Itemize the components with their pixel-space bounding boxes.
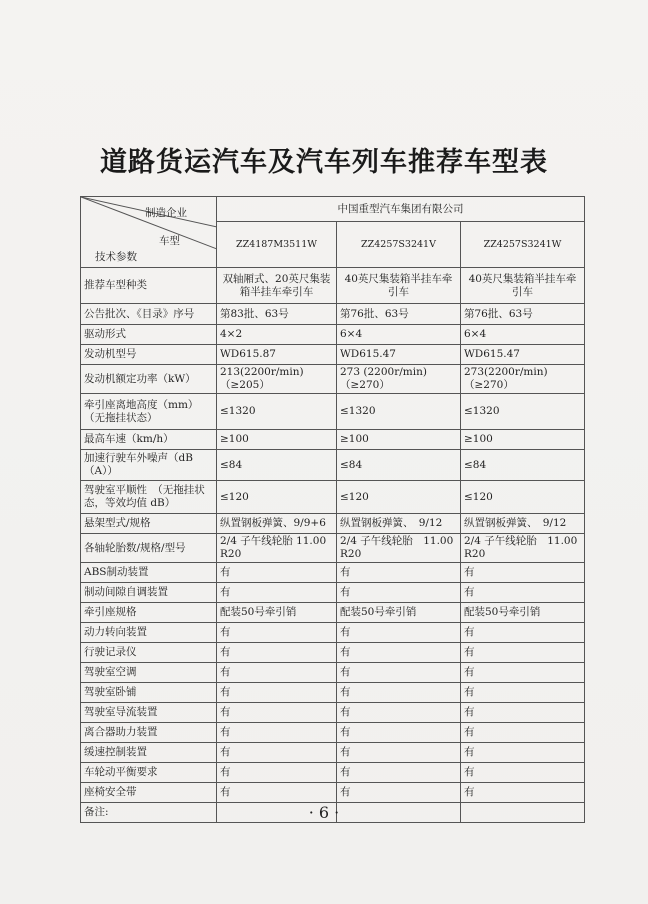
row-value: 有 <box>461 703 585 723</box>
row-value: 273(2200r/min)（≥270） <box>461 365 585 394</box>
row-label: 发动机型号 <box>81 345 217 365</box>
table-row <box>81 365 585 394</box>
table-row <box>81 514 585 534</box>
row-value: 纵置钢板弹簧、 9/12 <box>337 514 461 534</box>
row-value: 纵置钢板弹簧、9/9+6 <box>217 514 337 534</box>
diagonal-header-cell <box>81 197 217 268</box>
table-row <box>81 450 585 481</box>
row-value: ≥100 <box>337 430 461 450</box>
row-label: 加速行驶车外噪声（dB（A）） <box>81 450 217 481</box>
table-row <box>81 325 585 345</box>
model-2: ZZ4257S3241V <box>337 222 461 268</box>
row-value: WD615.47 <box>337 345 461 365</box>
row-label: 驱动形式 <box>81 325 217 345</box>
row-value: 有 <box>461 783 585 803</box>
row-label: 最高车速（km/h） <box>81 430 217 450</box>
table-row <box>81 743 585 763</box>
table-row <box>81 268 585 304</box>
row-value: ≤1320 <box>337 394 461 430</box>
row-value: 有 <box>337 703 461 723</box>
row-value: 有 <box>337 783 461 803</box>
table-row <box>81 534 585 563</box>
manufacturer-label: 制造企业 <box>145 207 187 219</box>
row-label: 座椅安全带 <box>81 783 217 803</box>
row-value: 有 <box>461 663 585 683</box>
row-value: 有 <box>217 723 337 743</box>
model-3: ZZ4257S3241W <box>461 222 585 268</box>
row-value: 有 <box>461 563 585 583</box>
row-label: 制动间隙自调装置 <box>81 583 217 603</box>
row-label: 发动机额定功率（kW） <box>81 365 217 394</box>
row-value: 有 <box>461 763 585 783</box>
row-value: 有 <box>337 743 461 763</box>
row-value: ≤84 <box>461 450 585 481</box>
row-label: 驾驶室卧铺 <box>81 683 217 703</box>
row-value: 有 <box>217 743 337 763</box>
row-value: 2/4 子午线轮胎 11.00 R20 <box>461 534 585 563</box>
table-row <box>81 703 585 723</box>
row-value: ≥100 <box>217 430 337 450</box>
row-value: 双轴厢式、20英尺集装箱半挂车牵引车 <box>217 268 337 304</box>
row-value: 有 <box>461 723 585 743</box>
row-label: 公告批次、《目录》序号 <box>81 304 217 325</box>
row-label: 驾驶室空调 <box>81 663 217 683</box>
row-label: 驾驶室平顺性 （无拖挂状态，等效均值 dB） <box>81 481 217 514</box>
table-row <box>81 430 585 450</box>
row-label: 推荐车型种类 <box>81 268 217 304</box>
row-value: ≥100 <box>461 430 585 450</box>
row-value: 有 <box>217 783 337 803</box>
row-label: 牵引座离地高度（mm）（无拖挂状态） <box>81 394 217 430</box>
row-value: 213(2200r/min)（≥205） <box>217 365 337 394</box>
params-label: 技术参数 <box>95 251 137 263</box>
table-row <box>81 394 585 430</box>
row-value: 有 <box>461 743 585 763</box>
row-value: 有 <box>461 643 585 663</box>
row-value: 有 <box>337 663 461 683</box>
row-label: 牵引座规格 <box>81 603 217 623</box>
row-value: 6×4 <box>461 325 585 345</box>
row-value: 配装50号牵引销 <box>337 603 461 623</box>
table-row <box>81 603 585 623</box>
row-value: 有 <box>217 563 337 583</box>
row-label: 驾驶室导流装置 <box>81 703 217 723</box>
row-value: 有 <box>217 663 337 683</box>
row-value: 有 <box>337 563 461 583</box>
row-value: 有 <box>217 763 337 783</box>
row-value: ≤120 <box>217 481 337 514</box>
row-value: 有 <box>217 683 337 703</box>
row-value: 第76批、63号 <box>461 304 585 325</box>
row-value: 配装50号牵引销 <box>217 603 337 623</box>
row-value: ≤120 <box>461 481 585 514</box>
row-value: 40英尺集装箱半挂车牵引车 <box>461 268 585 304</box>
row-value: 2/4 子午线轮胎 11.00 R20 <box>337 534 461 563</box>
row-value: 有 <box>337 583 461 603</box>
table-row <box>81 345 585 365</box>
row-value: 2/4 子午线轮胎 11.00 R20 <box>217 534 337 563</box>
row-label: 车轮动平衡要求 <box>81 763 217 783</box>
row-value: 6×4 <box>337 325 461 345</box>
row-value: ≤1320 <box>461 394 585 430</box>
model-label: 车型 <box>159 235 180 247</box>
row-label: 备注: <box>81 803 217 823</box>
row-value: 有 <box>337 723 461 743</box>
row-value: ≤1320 <box>217 394 337 430</box>
spec-table <box>80 196 585 823</box>
table-row <box>81 683 585 703</box>
row-value: WD615.47 <box>461 345 585 365</box>
row-label: 动力转向装置 <box>81 623 217 643</box>
row-label: 离合器助力装置 <box>81 723 217 743</box>
row-label: 悬架型式/规格 <box>81 514 217 534</box>
table-row <box>81 663 585 683</box>
row-label: 各轴轮胎数/规格/型号 <box>81 534 217 563</box>
row-value: 有 <box>337 683 461 703</box>
table-row <box>81 723 585 743</box>
table-row <box>81 583 585 603</box>
row-value: 配装50号牵引销 <box>461 603 585 623</box>
row-value: ≤84 <box>337 450 461 481</box>
page-number: · 6 · <box>308 803 340 822</box>
row-value: ≤120 <box>337 481 461 514</box>
row-value: 有 <box>217 643 337 663</box>
table-row <box>81 563 585 583</box>
row-value: 有 <box>217 623 337 643</box>
row-value: 有 <box>337 763 461 783</box>
row-value: 273 (2200r/min)（≥270） <box>337 365 461 394</box>
row-label: 缓速控制装置 <box>81 743 217 763</box>
table-row <box>81 783 585 803</box>
row-value: 第76批、63号 <box>337 304 461 325</box>
row-value: 第83批、63号 <box>217 304 337 325</box>
row-label: ABS制动装置 <box>81 563 217 583</box>
model-1: ZZ4187M3511W <box>217 222 337 268</box>
row-value: 有 <box>337 623 461 643</box>
row-value: ≤84 <box>217 450 337 481</box>
row-value: 有 <box>217 583 337 603</box>
table-row <box>81 643 585 663</box>
row-value: 40英尺集装箱半挂车牵引车 <box>337 268 461 304</box>
row-value: 有 <box>217 703 337 723</box>
row-value: 有 <box>461 623 585 643</box>
row-value: WD615.87 <box>217 345 337 365</box>
table-row <box>81 304 585 325</box>
table-row <box>81 481 585 514</box>
row-label: 行驶记录仪 <box>81 643 217 663</box>
row-value: 有 <box>461 683 585 703</box>
row-value: 纵置钢板弹簧、 9/12 <box>461 514 585 534</box>
header-row-manufacturer <box>81 197 585 222</box>
table-row <box>81 763 585 783</box>
row-value: 4×2 <box>217 325 337 345</box>
row-value: 有 <box>461 583 585 603</box>
table-row <box>81 623 585 643</box>
page-title: 道路货运汽车及汽车列车推荐车型表 <box>100 147 548 178</box>
manufacturer-name: 中国重型汽车集团有限公司 <box>217 197 585 222</box>
row-value: 有 <box>337 643 461 663</box>
